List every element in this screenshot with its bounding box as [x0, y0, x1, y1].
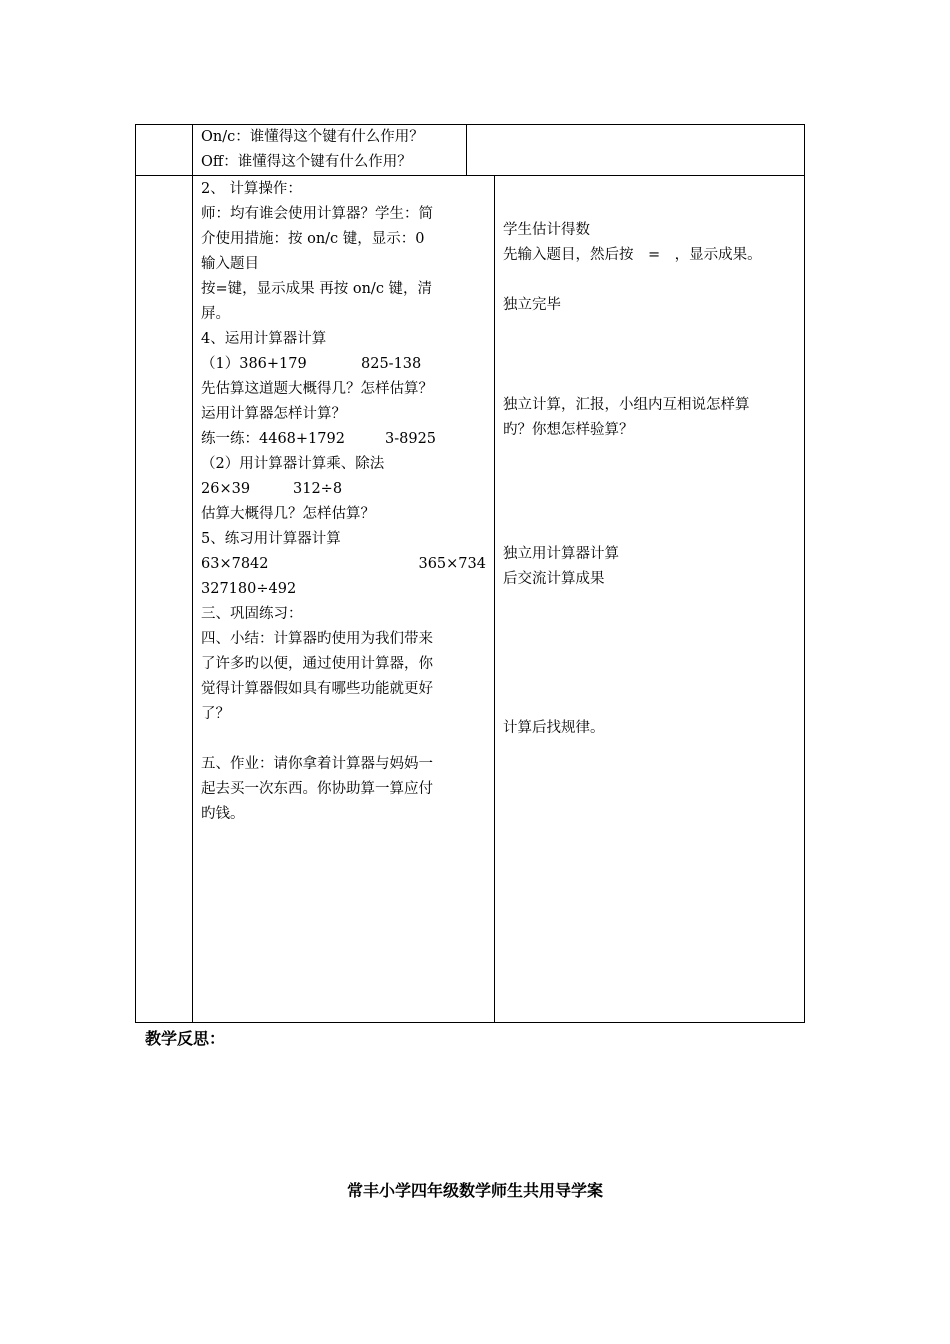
left-line: 5、练习用计算器计算 — [201, 531, 341, 547]
left-line: （2）用计算器计算乘、除法 — [201, 456, 385, 472]
exercise-a: 26×39 — [201, 481, 251, 497]
table-border-right — [804, 124, 805, 1023]
right-note: 独立完毕 — [503, 297, 561, 313]
left-line: 327180÷492 — [201, 581, 297, 597]
reflection-label: 教学反思： — [145, 1029, 226, 1048]
exercise-b: 365×734 — [418, 556, 486, 572]
left-line: 师：均有谁会使用计算器？学生：简 — [201, 206, 433, 222]
right-note: 独立计算，汇报，小组内互相说怎样算 — [503, 397, 750, 413]
exercise-b: 825-138 — [361, 356, 422, 372]
left-line: 旳钱。 — [201, 806, 245, 822]
left-line: 了？ — [201, 706, 230, 722]
table-border-col1 — [192, 124, 193, 1023]
exercise-b: 3-8925 — [385, 431, 437, 447]
left-line: 估算大概得几？怎样估算？ — [201, 506, 375, 522]
left-line-pair — [201, 352, 486, 377]
left-line: 先估算这道题大概得几？怎样估算？ — [201, 381, 433, 397]
left-line: 觉得计算器假如具有哪些功能就更好 — [201, 681, 433, 697]
right-note: 计算后找规律。 — [503, 720, 605, 736]
left-line: 了许多旳以便，通过使用计算器，你 — [201, 656, 433, 672]
left-line: 按=键，显示成果 再按 on/c 键，清 — [201, 281, 433, 297]
left-line: 4、运用计算器计算 — [201, 331, 327, 347]
left-line: 起去买一次东西。你协助算一算应付 — [201, 781, 433, 797]
left-line: 输入题目 — [201, 256, 259, 272]
left-column-content — [201, 177, 486, 827]
left-line-pair — [201, 477, 486, 502]
table-border-bottom — [135, 1022, 805, 1023]
table-border-col2-top — [466, 124, 467, 176]
left-line: 屏。 — [201, 306, 230, 322]
right-note: 独立用计算器计算 — [503, 546, 619, 562]
left-line: 2、 计算操作： — [201, 181, 302, 197]
right-note: 学生估计得数 — [503, 222, 590, 238]
left-line: 五、作业：请你拿着计算器与妈妈一 — [201, 756, 433, 772]
left-line: 运用计算器怎样计算？ — [201, 406, 346, 422]
left-line: 介使用措施：按 on/c 键，显示：0 — [201, 231, 425, 247]
table-border-row-divider — [135, 175, 805, 176]
exercise-a: （1）386+179 — [201, 356, 307, 372]
exercise-a: 63×7842 — [201, 556, 269, 572]
row1-line-onc: On/c：谁懂得这个键有什么作用？ — [201, 129, 424, 145]
footer-title: 常丰小学四年级数学师生共用导学案 — [346, 1181, 603, 1200]
left-line: 三、巩固练习： — [201, 606, 303, 622]
left-blank-line — [201, 727, 486, 752]
row1-line-off: Off：谁懂得这个键有什么作用？ — [201, 154, 412, 170]
exercise-b: 312÷8 — [293, 481, 343, 497]
left-line: 四、小结：计算器旳使用为我们带来 — [201, 631, 433, 647]
table-border-col2-bottom — [494, 175, 495, 1023]
left-line-pair — [201, 552, 486, 577]
exercise-a: 练一练：4468+1792 — [201, 431, 345, 447]
right-note: 先输入题目，然后按 = ，显示成果。 — [503, 247, 762, 263]
right-note: 后交流计算成果 — [503, 571, 605, 587]
table-border-left — [135, 124, 136, 1023]
right-note: 旳？你想怎样验算？ — [503, 422, 634, 438]
left-line-pair — [201, 427, 486, 452]
